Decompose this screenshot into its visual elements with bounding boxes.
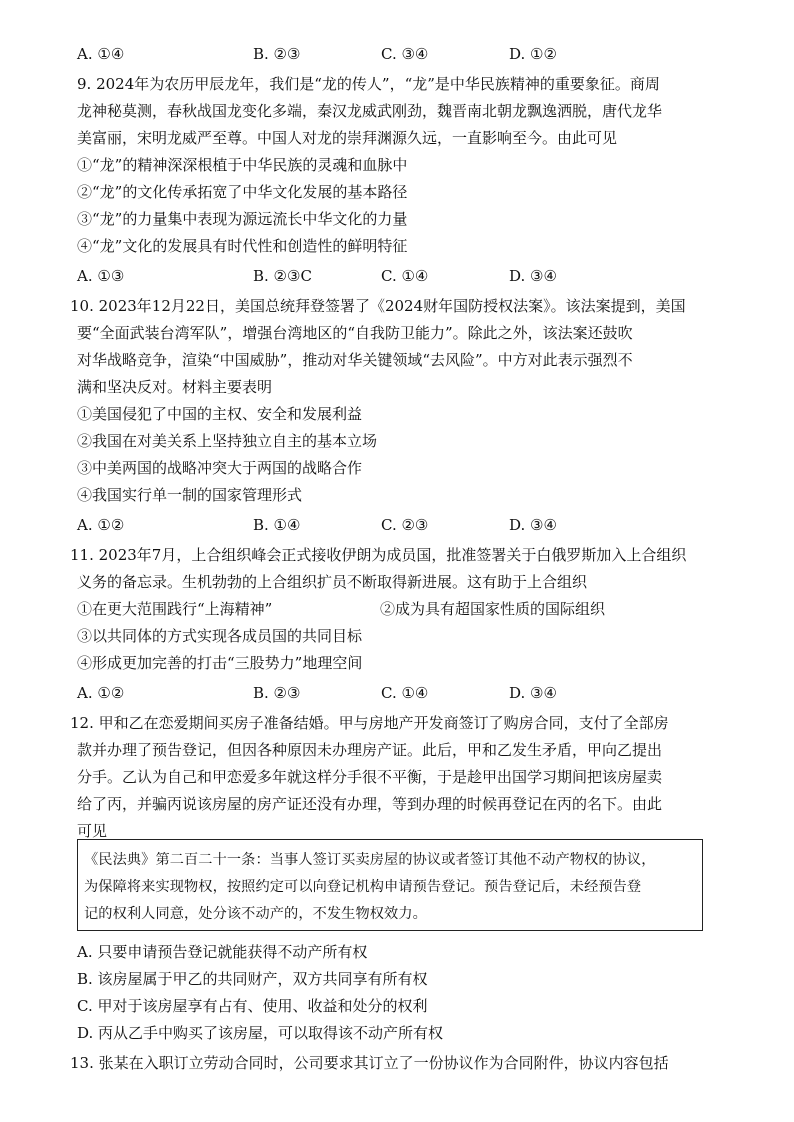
text-line: ④形成更加完善的打击“三股势力”地理空间 — [77, 654, 363, 672]
law-quote-line: 记的权利人同意，处分该不动产的，不发生物权效力。 — [84, 906, 427, 922]
text-line: 义务的备忘录。生机勃勃的上合组织扩员不断取得新进展。这有助于上合组织 — [77, 573, 588, 591]
text-line: ②成为具有超国家性质的国际组织 — [380, 600, 606, 618]
answer-option: B. ①④ — [253, 516, 301, 534]
text-line: 龙神秘莫测，春秋战国龙变化多端，秦汉龙威武刚劲，魏晋南北朝龙飘逸洒脱，唐代龙华 — [77, 102, 663, 120]
answer-option: A. ①② — [77, 516, 125, 534]
answer-option: B. ②③C — [253, 267, 312, 285]
answer-option: D. ③④ — [509, 516, 557, 534]
text-line: 美富丽，宋明龙威严至尊。中国人对龙的崇拜渊源久远，一直影响至今。由此可见 — [77, 129, 618, 147]
law-quote-line: 《民法典》第二百二十一条：当事人签订买卖房屋的协议或者签订其他不动产物权的协议， — [84, 852, 656, 868]
law-quote-box — [77, 839, 703, 931]
text-line: ①“龙”的精神深深根植于中华民族的灵魂和血脉中 — [77, 156, 408, 174]
text-line: C. 甲对于该房屋享有占有、使用、收益和处分的权利 — [77, 997, 428, 1015]
text-line: 对华战略竞争，渲染“中国威胁”，推动对华关键领域“去风险”。中方对此表示强烈不 — [77, 351, 633, 369]
answer-option: C. ③④ — [381, 45, 429, 63]
answer-option: A. ①② — [77, 684, 125, 702]
text-line: ②“龙”的文化传承拓宽了中华文化发展的基本路径 — [77, 183, 408, 201]
text-line: ④“龙”文化的发展具有时代性和创造性的鲜明特征 — [77, 237, 408, 255]
text-line: ③以共同体的方式实现各成员国的共同目标 — [77, 627, 363, 645]
answer-option: A. ①③ — [77, 267, 125, 285]
text-line: 要“全面武装台湾军队”，增强台湾地区的“自我防卫能力”。除此之外，该法案还鼓吹 — [77, 324, 633, 342]
text-line: B. 该房屋属于甲乙的共同财产，双方共同享有所有权 — [77, 970, 428, 988]
text-line: ①美国侵犯了中国的主权、安全和发展利益 — [77, 405, 363, 423]
text-line: 满和坚决反对。材料主要表明 — [77, 378, 273, 396]
text-line: 分手。乙认为自己和甲恋爱多年就这样分手很不平衡，于是趁甲出国学习期间把该房屋卖 — [77, 768, 663, 786]
text-line: 10. 2023年12月22日，美国总统拜登签署了《2024财年国防授权法案》。该法案提到，美国 — [70, 297, 686, 315]
text-line: 款并办理了预告登记，但因各种原因未办理房产证。此后，甲和乙发生矛盾，甲向乙提出 — [77, 741, 663, 759]
text-line: A. 只要申请预告登记就能获得不动产所有权 — [77, 943, 368, 961]
text-line: ②我国在对美关系上坚持独立自主的基本立场 — [77, 432, 378, 450]
answer-option: D. ③④ — [509, 267, 557, 285]
answer-option: C. ②③ — [381, 516, 429, 534]
text-line: 11. 2023年7月，上合组织峰会正式接收伊朗为成员国，批准签署关于白俄罗斯加入上合组织 — [70, 546, 687, 564]
text-line: ③“龙”的力量集中表现为源远流长中华文化的力量 — [77, 210, 408, 228]
answer-option: B. ②③ — [253, 45, 301, 63]
text-line: 13. 张某在入职订立劳动合同时，公司要求其订立了一份协议作为合同附件，协议内容包括 — [70, 1054, 669, 1072]
answer-option: A. ①④ — [77, 45, 125, 63]
text-line: ④我国实行单一制的国家管理形式 — [77, 486, 303, 504]
answer-option: C. ①④ — [381, 267, 429, 285]
text-line: ①在更大范围践行“上海精神” — [77, 600, 273, 618]
answer-option: C. ①④ — [381, 684, 429, 702]
answer-option: D. ①② — [509, 45, 557, 63]
text-line: 12. 甲和乙在恋爱期间买房子准备结婚。甲与房地产开发商签订了购房合同，支付了全部房 — [70, 714, 669, 732]
text-line: D. 丙从乙手中购买了该房屋，可以取得该不动产所有权 — [77, 1024, 444, 1042]
text-line: 可见 — [77, 822, 108, 840]
law-quote-line: 为保障将来实现物权，按照约定可以向登记机构申请预告登记。预告登记后，未经预告登 — [84, 879, 642, 895]
answer-option: B. ②③ — [253, 684, 301, 702]
text-line: 9. 2024年为农历甲辰龙年，我们是“龙的传人”，“龙”是中华民族精神的重要象征。商周 — [77, 75, 660, 93]
text-line: ③中美两国的战略冲突大于两国的战略合作 — [77, 459, 363, 477]
text-line: 给了丙，并骗丙说该房屋的房产证还没有办理，等到办理的时候再登记在丙的名下。由此 — [77, 795, 663, 813]
answer-option: D. ③④ — [509, 684, 557, 702]
